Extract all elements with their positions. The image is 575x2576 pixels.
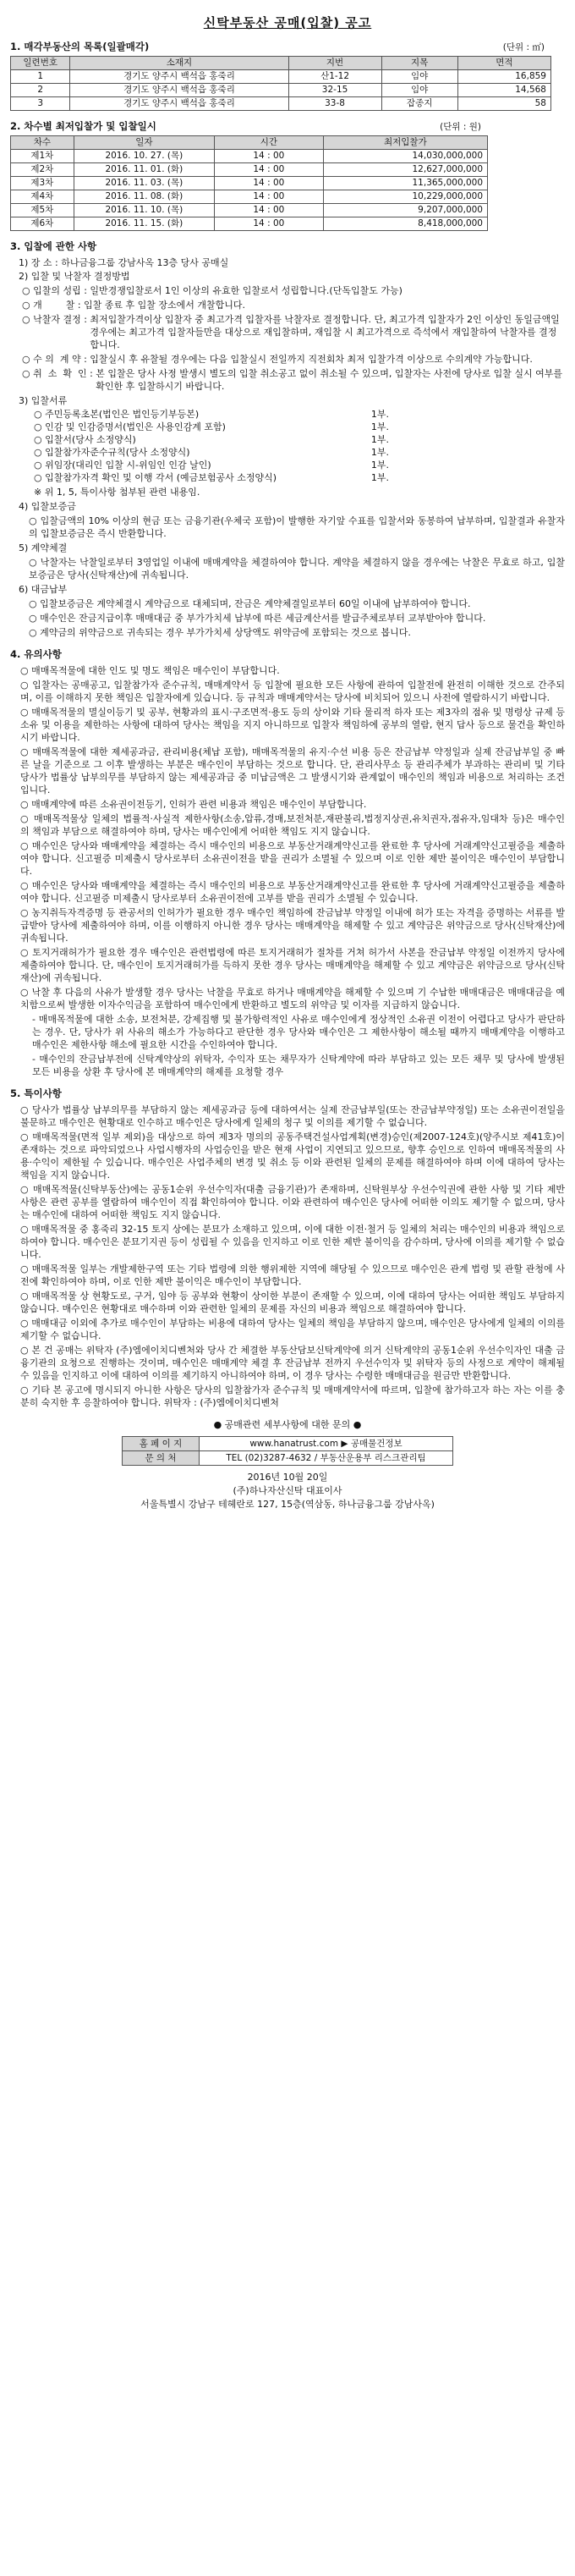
- caution-item-text: ○ 매매계약에 따른 소유권이전등기, 인허가 관련 비용과 책임은 매수인이 부담합니다.: [20, 799, 367, 810]
- bid-document-qty: 1부.: [370, 472, 389, 483]
- table-cell: 11,365,000,000: [323, 177, 487, 190]
- bid-rule-label: ○ 낙찰자 결정 :: [22, 314, 90, 325]
- contract-text: ○ 낙찰자는 낙찰일로부터 3영업일 이내에 매매계약을 체결하여야 합니다. 계약을 체결하지 않을 경우에는 낙찰은 무효로 하고, 입찰보증금은 당사(신탁재산)에 귀속됩니다.: [29, 557, 565, 581]
- table-cell: 2016. 11. 03. (목): [74, 177, 214, 190]
- bid-rule-label: ○ 개 찰 :: [22, 300, 85, 311]
- bid-rule-label: ○ 취 소 확 인 :: [22, 368, 96, 379]
- bid-document-item: [34, 421, 389, 433]
- caution-item: [20, 664, 565, 677]
- table-header-row: [11, 57, 551, 70]
- bid-rule-text: 본 입찰은 당사 사정 발생시 별도의 입찰 취소공고 없이 취소될 수 있으며, 입찰자는 사전에 당사로 입찰 실시 여부를 확인한 후 입찰하시기 바랍니다.: [96, 368, 563, 392]
- payment-item: [29, 626, 565, 639]
- caution-item-text: ○ 매매목적물에 대한 제세공과금, 관리비용(체납 포함), 매매목적물의 유지·수선 비용 등은 잔금납부 약정일과 실제 잔금납부일 중 빠른 날을 기준으로 그 이후 발생하는 부분은 매수인이 부담하는 것으로 합니다. 단, 관리사무소 등 관리주체가 부과하는 관리비 및 기타 당사가 법률상 납부의무를 부담하지 않는 제세공과금 중 미납금액은 그 발생시기와 관계없이 매수인의 책임과 비용으로 처리하는 조건입니다.: [20, 746, 565, 795]
- bid-documents-note: ※ 위 1, 5, 특이사항 첨부된 관련 내용임.: [34, 487, 200, 498]
- bid-documents-heading: 3) 입찰서류: [19, 395, 68, 406]
- caution-item: [20, 706, 565, 744]
- table-cell: 14 : 00: [214, 190, 323, 204]
- special-note-item-text: ○ 매매목적물(신탁부동산)에는 공동1순위 우선수익자(대출 금융기관)가 존재하며, 신탁원부상 우선수익권에 관한 사항 및 기타 제반 사항은 관련 공부를 열람하여 매수인이 직접 확인하여야 합니다. 이와 관련하여 매수인은 당사에 어떠한 이의도 제기할 수 없으며, 당사는 매수인에 대하여 어떠한 책임도 지지 않습니다.: [20, 1184, 565, 1220]
- bid-document-name: ○ 인감 및 인감증명서(법인은 사용인감계 포함): [34, 421, 226, 432]
- bid-rule-label: ○ 수 의 계 약 :: [22, 354, 90, 365]
- property-list-table: [10, 56, 551, 111]
- inquiry-notice: ● 공매관련 세부사항에 대한 문의 ●: [213, 1419, 362, 1430]
- special-note-item-text: ○ 본 건 공매는 위탁자 (주)엠에이치디벤처와 당사 간 체결한 부동산담보신탁계약에 의거 신탁계약의 공동1순위 우선수익자인 대출 금융기관의 요청으로 진행하는 것이며, 매수인은 매매계약 체결 후 잔금납부 전까지 우선수익자 및 위탁자 등의 사정으로 계약이 해제될 수 있음을 인지하고 이에 대하여 이의를 제기하지 아니하여야 하며, 이 경우 당사는 수령한 매매대금을 원금만 반환합니다.: [20, 1345, 565, 1381]
- bid-rules-list: [10, 284, 565, 393]
- table-cell: 2016. 11. 10. (목): [74, 204, 214, 217]
- table-cell: 14 : 00: [214, 150, 323, 163]
- column-header: 일자: [74, 136, 214, 150]
- bid-rule-text: 최저입찰가격이상 입찰자 중 최고가격 입찰자를 낙찰자로 결정합니다. 단, 최고가격 입찰자가 2인 이상인 동일금액일 경우에는 최고가격 입찰자들만을 대상으로 재입찰하며, 재입찰 시 최고가격으로 즉석에서 재입찰하여 낙찰자를 결정합니다.: [90, 314, 560, 350]
- table-cell: 잡종지: [381, 97, 457, 111]
- caution-item: [20, 679, 565, 704]
- column-header: 소재지: [70, 57, 288, 70]
- table-cell: 2016. 11. 08. (화): [74, 190, 214, 204]
- bid-document-qty: 1부.: [370, 434, 389, 445]
- section-4-heading: 4. 유의사항: [10, 648, 62, 660]
- table-cell: 3: [11, 97, 70, 111]
- bid-rule-text: 일반경쟁입찰로서 1인 이상의 유효한 입찰로서 성립합니다.(단독입찰도 가능): [90, 285, 402, 296]
- table-cell: 임야: [381, 84, 457, 97]
- contact-table: [122, 1436, 453, 1466]
- table-row: [11, 150, 488, 163]
- table-header-row: [11, 136, 488, 150]
- bid-document-name: ○ 주민등록초본(법인은 법인등기부등본): [34, 409, 200, 420]
- caution-item-text: ○ 농지취득자격증명 등 관공서의 인허가가 필요한 경우 매수인 책임하에 잔금납부 약정일 이내에 허가 또는 자격을 증명하는 서류를 발급받아 당사에 제출하여야 하며, 이를 이행하지 아니한 경우 당사는 매매계약을 해제할 수 있고 계약금은 위약금으로 당사(신탁재산)에 귀속됩니다.: [20, 907, 565, 944]
- contract-heading: 5) 계약체결: [19, 542, 68, 553]
- company-name: (주)하나자산신탁 대표이사: [233, 1485, 342, 1496]
- caution-list: [10, 664, 565, 1078]
- contact-row: [123, 1451, 453, 1466]
- homepage-label: 홈 페 이 지: [123, 1437, 200, 1451]
- special-note-item: [20, 1183, 565, 1221]
- bid-document-qty: 1부.: [370, 460, 389, 471]
- table-cell: 2016. 10. 27. (목): [74, 150, 214, 163]
- special-note-item: [20, 1384, 565, 1409]
- bid-rule-text: 입찰실시 후 유찰될 경우에는 다음 입찰실시 전일까지 직전회차 최저 입찰가격 이상으로 수의계약 가능합니다.: [90, 354, 533, 365]
- payment-text: ○ 입찰보증금은 계약체결시 계약금으로 대체되며, 잔금은 계약체결일로부터 60일 이내에 납부하여야 합니다.: [29, 598, 471, 609]
- column-header: 시간: [214, 136, 323, 150]
- caution-item: [20, 946, 565, 984]
- table-cell: 14 : 00: [214, 217, 323, 231]
- special-note-item: [20, 1344, 565, 1382]
- payment-text: ○ 계약금의 위약금으로 귀속되는 경우 부가가치세 상당액도 위약금에 포함되는 것으로 봅니다.: [29, 627, 411, 638]
- special-notes-list: [10, 1104, 565, 1409]
- caution-item: [32, 1053, 565, 1078]
- bid-document-name: ○ 위임장(대리인 입찰 시-위임인 인감 날인): [34, 460, 211, 471]
- bid-document-item: [34, 459, 389, 471]
- notice-date: 2016년 10월 20일: [247, 1472, 328, 1483]
- table-row: [11, 217, 488, 231]
- company-address: 서울특별시 강남구 테헤란로 127, 15층(역삼동, 하나금융그룹 강남사옥): [140, 1499, 435, 1510]
- column-header: 최저입찰가: [323, 136, 487, 150]
- contact-row: [123, 1437, 453, 1451]
- homepage-link[interactable]: www.hanatrust.com ▶ 공매물건정보: [200, 1437, 453, 1451]
- bid-document-qty: 1부.: [370, 409, 389, 420]
- payment-heading: 6) 대금납부: [19, 584, 68, 595]
- caution-item-text: ○ 매수인은 당사와 매매계약을 체결하는 즉시 매수인의 비용으로 부동산거래계약신고를 완료한 후 당사에 거래계약신고필증을 제출하여야 합니다. 신고필증 미제출시 당사로부터 소유권이전을 받을 권리가 소멸될 수 있으며 이로 인한 제반 불이익은 매수인이 부담합니다.: [20, 840, 565, 877]
- bid-document-qty: 1부.: [370, 447, 389, 458]
- inquiry-label: 문 의 처: [123, 1451, 200, 1466]
- section-1-heading: 1. 매각부동산의 목록(일괄매각): [10, 41, 150, 52]
- payment-item: [29, 597, 565, 610]
- special-note-item-text: ○ 매매목적물 상 현황도로, 구거, 임야 등 공부와 현황이 상이한 부분이 존재할 수 있으며, 이에 대하여 당사는 어떠한 책임도 부담하지 않습니다. 매수인은 현황대로 매수하며 이와 관련한 일체의 문제를 자신의 비용과 책임으로 해결하여야 합니다.: [20, 1291, 565, 1314]
- table-cell: 32-15: [288, 84, 381, 97]
- bid-rule-text: 입찰 종료 후 입찰 장소에서 개찰합니다.: [84, 300, 246, 311]
- payment-item: [29, 612, 565, 625]
- special-note-item-text: ○ 매매목적물 일부는 개발제한구역 또는 기타 법령에 의한 행위제한 지역에 해당될 수 있으므로 매수인은 관계 법령 및 관할 관청에 사전에 확인하여야 하며, 이로 인한 제반 불이익은 매수인이 부담합니다.: [20, 1263, 565, 1287]
- table-row: [11, 163, 488, 177]
- bid-rule-item: [22, 367, 565, 393]
- bid-document-item: [34, 446, 389, 459]
- table-row: [11, 177, 488, 190]
- caution-item-text: ○ 입찰자는 공매공고, 입찰참가자 준수규칙, 매매계약서 등 입찰에 필요한 모든 사항에 관하여 입찰전에 완전히 이해한 것으로 간주되며, 이를 이해하지 못한 책임은 입찰자에게 있습니다. 등 규칙과 매매계약서는 당사에 비치되어 있으니 사전에 열람하시기 바랍니다.: [20, 680, 565, 703]
- section-1-unit: (단위 : ㎡): [502, 42, 545, 52]
- caution-item: [20, 839, 565, 878]
- bid-document-item: [34, 408, 389, 421]
- caution-item: [20, 906, 565, 944]
- table-cell: 14 : 00: [214, 204, 323, 217]
- table-cell: 2016. 11. 01. (화): [74, 163, 214, 177]
- bid-rule-item: [22, 299, 565, 311]
- column-header: 일련번호: [11, 57, 70, 70]
- table-cell: 12,627,000,000: [323, 163, 487, 177]
- caution-item-text: ○ 토지거래허가가 필요한 경우 매수인은 관련법령에 따른 토지거래허가 절차를 거쳐 허가서 사본을 잔금납부 약정일 이전까지 당사에 제출하여야 합니다. 단, 매수인이 토지거래허가를 득하지 못한 경우 당사는 매매계약을 해제할 수 있고 계약금은 위약금으로 당사(신탁재산)에 귀속됩니다.: [20, 947, 565, 983]
- special-note-item: [20, 1290, 565, 1315]
- table-cell: 16,859: [457, 70, 550, 84]
- bid-schedule-table: [10, 135, 488, 231]
- bid-rule-item: [22, 284, 565, 297]
- table-cell: 9,207,000,000: [323, 204, 487, 217]
- table-cell: 임야: [381, 70, 457, 84]
- special-note-item: [20, 1131, 565, 1181]
- bid-document-name: ○ 입찰서(당사 소정양식): [34, 434, 136, 445]
- bid-document-item: [34, 433, 389, 446]
- caution-item: [20, 812, 565, 838]
- caution-item: [20, 746, 565, 796]
- section-2-unit: (단위 : 원): [440, 122, 481, 132]
- table-cell: 제2차: [11, 163, 74, 177]
- bid-document-name: ○ 입찰참가자격 확인 및 이행 각서 (예금보험공사 소정양식): [34, 472, 277, 483]
- column-header: 지번: [288, 57, 381, 70]
- winner-method-heading: 2) 입찰 및 낙찰자 결정방법: [19, 271, 130, 282]
- table-row: [11, 70, 551, 84]
- bid-document-qty: 1부.: [370, 421, 389, 432]
- table-cell: 경기도 양주시 백석읍 홍죽리: [70, 97, 288, 111]
- page-title: 신탁부동산 공매(입찰) 공고: [203, 15, 372, 30]
- table-cell: 10,229,000,000: [323, 190, 487, 204]
- special-note-item: [20, 1223, 565, 1261]
- caution-item-text: - 매매목적물에 대한 소송, 보전처분, 강제집행 및 불가항력적인 사유로 매수인에게 정상적인 소유권 이전이 어렵다고 당사가 판단하는 경우. 단, 당사가 위 사유의 해소가 가능하다고 판단한 경우 당사와 매수인은 그 제한사항이 해소될 때까지 매매계약을 이행하고 매수인은 제한사항 해소에 필요한 시간을 수인하여야 합니다.: [32, 1014, 565, 1050]
- table-cell: 제3차: [11, 177, 74, 190]
- caution-item-text: ○ 매매목적물의 멸실이등기 및 공부, 현황과의 표시·구조면적·용도 등의 상이와 기타 물리적 하자 또는 제3자의 점유 및 명령상 규제 등 소유 및 이용을 제한하는 사항에 대하여 당사는 책임을 지지 아니하므로 입찰자 책임하에 공부의 열람, 현지 답사 등으로 물건을 확인하시기 바랍니다.: [20, 707, 565, 743]
- bid-document-name: ○ 입찰참가자준수규칙(당사 소정양식): [34, 447, 190, 458]
- bid-documents-list: [10, 408, 565, 484]
- section-2-header: [10, 119, 488, 133]
- table-row: [11, 97, 551, 111]
- table-cell: 제5차: [11, 204, 74, 217]
- table-cell: 산1-12: [288, 70, 381, 84]
- table-cell: 8,418,000,000: [323, 217, 487, 231]
- caution-item: [20, 798, 565, 811]
- table-cell: 제1차: [11, 150, 74, 163]
- special-note-item-text: ○ 매매목적물(면적 일부 제외)을 대상으로 하여 제3자 명의의 공동주택건설사업계획(변경)승인(제2007-124호)(양주시보 제41호)이 존재하는 것으로 파악되었으나 사업시행자의 사업승인을 받은 현재 사업이 지연되고 있으므로, 향후 승인으로 인하여 매매목적물의 사용·수익이 제한될 수 있습니다. 매수인은 사업주체의 변경 및 취소 등 이와 관련된 일체의 문제를 해결하여야 하며 이에 대하여 당사는 책임을 지지 않습니다.: [20, 1131, 565, 1181]
- caution-item: [20, 879, 565, 905]
- caution-item-text: ○ 낙찰 후 다음의 사유가 발생할 경우 당사는 낙찰을 무효로 하거나 매매계약을 해제할 수 있으며 기 수납한 매매대금은 매매대금을 예치함으로써 발생한 이자수익금을 포함하여 매수인에게 반환하고 별도의 위약금 및 이자를 지급하지 않습니다.: [20, 987, 565, 1010]
- table-row: [11, 84, 551, 97]
- table-row: [11, 190, 488, 204]
- column-header: 지목: [381, 57, 457, 70]
- special-note-item-text: ○ 기타 본 공고에 명시되지 아니한 사항은 당사의 입찰참가자 준수규칙 및 매매계약서에 따르며, 입찰에 참가하고자 하는 자는 이를 충분히 숙지한 후 응찰하여야 합니다. 위탁자 : (주)엠에이치디벤처: [20, 1384, 565, 1408]
- table-cell: 14 : 00: [214, 177, 323, 190]
- bid-rule-item: [22, 353, 565, 366]
- table-cell: 2: [11, 84, 70, 97]
- table-cell: 14,568: [457, 84, 550, 97]
- table-cell: 33-8: [288, 97, 381, 111]
- section-5-heading: 5. 특이사항: [10, 1087, 62, 1099]
- special-note-item: [20, 1104, 565, 1129]
- special-note-item: [20, 1317, 565, 1342]
- inquiry-phone: TEL (02)3287-4632 / 부동산운용부 리스크관리팀: [200, 1451, 453, 1466]
- column-header: 면적: [457, 57, 550, 70]
- table-cell: 2016. 11. 15. (화): [74, 217, 214, 231]
- bid-rule-item: [22, 313, 565, 351]
- table-cell: 경기도 양주시 백석읍 홍죽리: [70, 84, 288, 97]
- bid-location: 1) 장 소 : 하나금융그룹 강남사옥 13층 당사 공매실: [19, 257, 229, 268]
- table-cell: 14 : 00: [214, 163, 323, 177]
- special-note-item-text: ○ 당사가 법률상 납부의무를 부담하지 않는 제세공과금 등에 대하여서는 실제 잔금납부일(또는 잔금납부약정일) 또는 소유권이전일을 불문하고 매수인은 현황대로 인수하고 매수인은 당사에게 일체의 청구 및 이의를 제기할 수 없습니다.: [20, 1104, 565, 1128]
- caution-item: [32, 1013, 565, 1051]
- bid-document-item: [34, 471, 389, 484]
- caution-item-text: ○ 매매목적물에 대한 인도 및 명도 책임은 매수인이 부담합니다.: [20, 665, 280, 676]
- special-note-item-text: ○ 매매대금 이외에 추가로 매수인이 부담하는 비용에 대하여 당사는 일체의 책임을 부담하지 않으며, 매수인은 당사에게 일체의 이의를 제기할 수 없습니다.: [20, 1318, 565, 1341]
- table-cell: 14,030,000,000: [323, 150, 487, 163]
- section-2-heading: 2. 차수별 최저입찰가 및 입찰일시: [10, 120, 156, 132]
- caution-item-text: ○ 매수인은 당사와 매매계약을 체결하는 즉시 매수인의 비용으로 부동산거래계약신고를 완료한 후 당사에 거래계약신고필증을 제출하여야 합니다. 신고필증 미제출시 당사로부터 소유권이전에 고부를 받을 권리가 소멸될 수 있습니다.: [20, 880, 565, 904]
- special-note-item: [20, 1263, 565, 1288]
- section-3-heading: 3. 입찰에 관한 사항: [10, 240, 97, 252]
- table-cell: 58: [457, 97, 550, 111]
- caution-item-text: ○ 매매목적물상 일체의 법률적·사실적 제한사항(소송,압류,경매,보전처분,재판불리,법정지상권,유치권자,점유자,임대차 등)은 매수인의 책임과 부담으로 해결하여야 하며, 당사는 매수인에게 어떠한 책임도 지지 않습니다.: [20, 813, 565, 837]
- column-header: 차수: [11, 136, 74, 150]
- section-1-header: [10, 40, 565, 53]
- table-row: [11, 204, 488, 217]
- special-note-item-text: ○ 매매목적물 중 홍죽리 32-15 토지 상에는 분묘가 소재하고 있으며, 이에 대한 이전·철거 등 일체의 처리는 매수인의 비용과 책임으로 하여야 합니다. 매수인은 분묘기지권 등이 성립될 수 있음을 인지하고 이로 인한 제반 불이익을 감수하며, 당사에 이의를 제기할 수 없습니다.: [20, 1224, 565, 1260]
- table-cell: 제6차: [11, 217, 74, 231]
- deposit-text: ○ 입찰금액의 10% 이상의 현금 또는 금융기관(우체국 포함)이 발행한 자기앞 수표를 입찰서와 동봉하여 납부하며, 입찰결과 유찰자의 입찰보증금은 즉시 반환합니다.: [29, 515, 565, 539]
- payment-list: [10, 597, 565, 639]
- table-cell: 제4차: [11, 190, 74, 204]
- bid-rule-label: ○ 입찰의 성립 :: [22, 285, 90, 296]
- deposit-heading: 4) 입찰보증금: [19, 501, 76, 512]
- payment-text: ○ 매수인은 잔금지급이후 매매대금 중 부가가치세 납부에 따른 세금계산서를 발급주체로부터 교부받아야 합니다.: [29, 613, 486, 624]
- table-cell: 경기도 양주시 백석읍 홍죽리: [70, 70, 288, 84]
- table-cell: 1: [11, 70, 70, 84]
- caution-item: [20, 986, 565, 1011]
- caution-item-text: - 매수인의 잔금납부전에 신탁계약상의 위탁자, 수익자 또는 채무자가 신탁계약에 따라 부담하고 있는 모든 채무 및 당사에 발생된 모든 비용을 상환 후 당사에 본 매매계약의 해제를 요청할 경우: [32, 1054, 565, 1077]
